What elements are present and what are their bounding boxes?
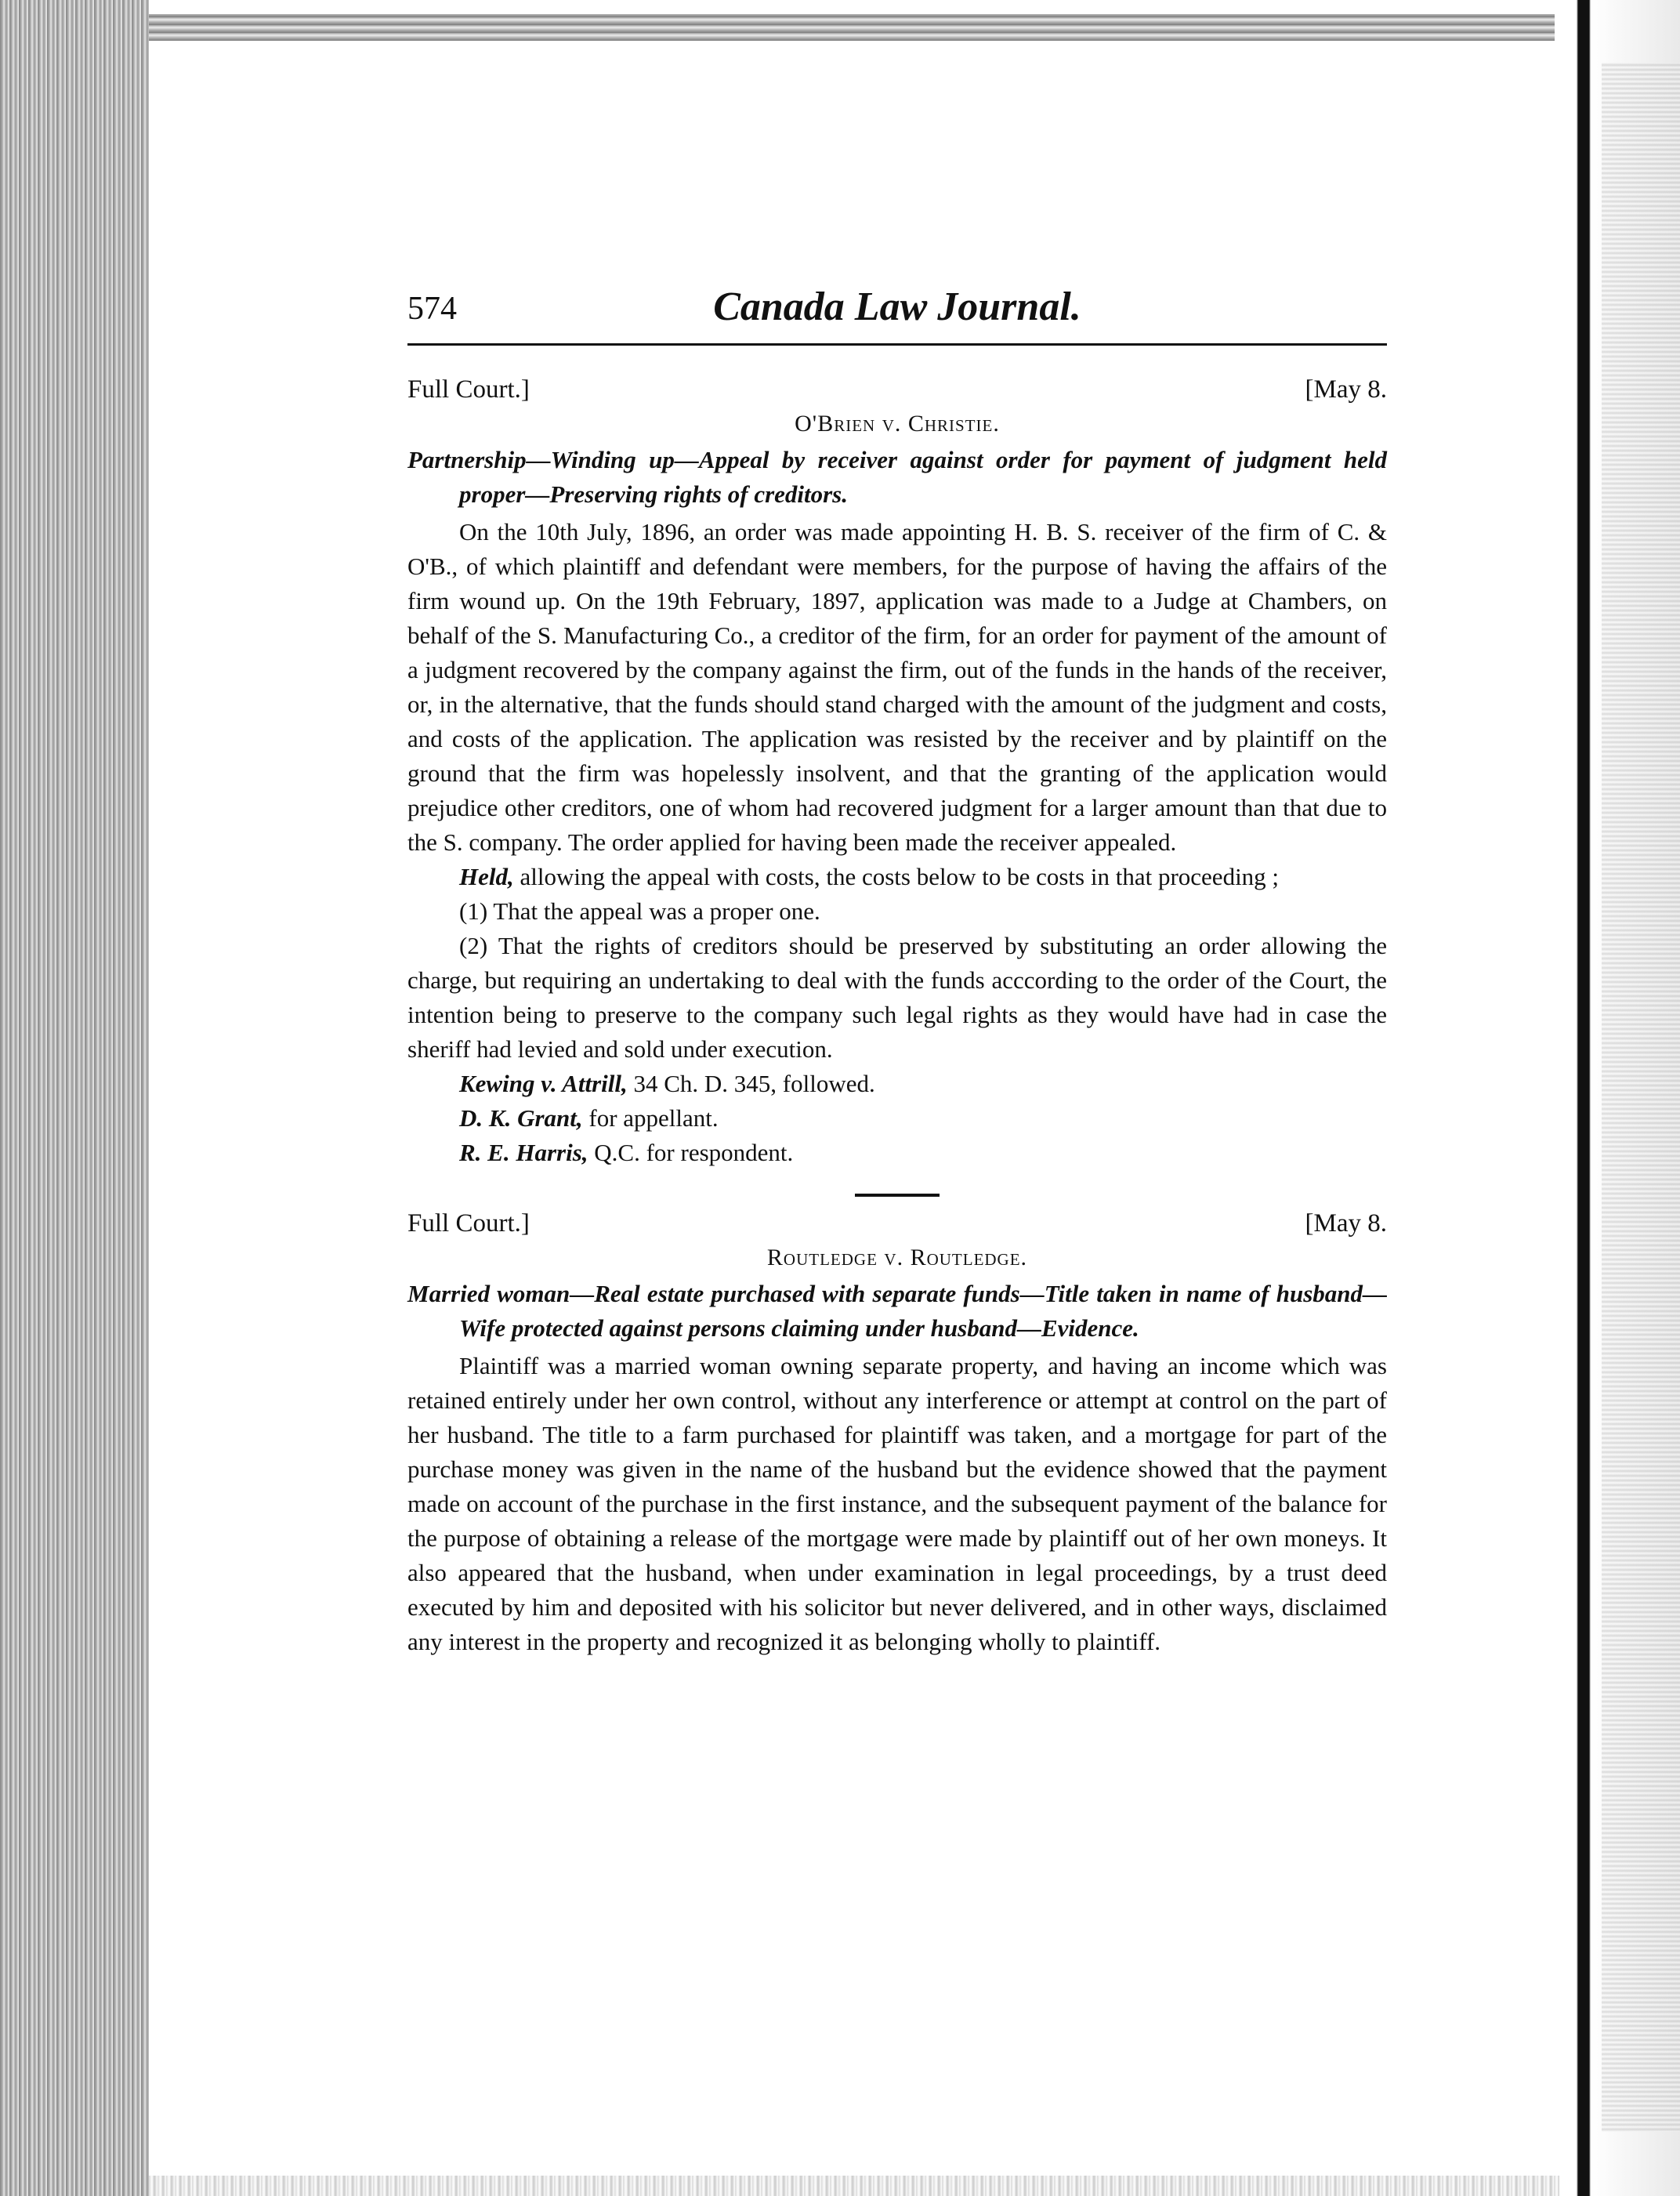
journal-title: Canada Law Journal. (713, 284, 1081, 329)
held-label: Held, (459, 863, 514, 890)
running-head (407, 284, 1387, 337)
case-facts: Plaintiff was a married woman owning separate property, and having an income which was retained entirely under her own control, without any interference or attempt at control on the part of her husband. The title to a farm purchased for plaintiff was taken, and a mortgage for part of the purchase money was given in the name of the husband but the evidence showed that the payment made on account of the purchase in the first instance, and the subsequent payment of the balance for the purpose of obtaining a release of the mortgage were made by plaintiff out of her own moneys. It also appeared that the husband, when under examination in legal proceedings, by a trust deed executed by him and deposited with his solicitor but never delivered, and in other ways, disclaimed any interest in the property and recognized it as belonging wholly to plaintiff. (407, 1352, 1387, 1655)
held-text: allowing the appeal with costs, the costs below to be costs in that proceeding ; (513, 863, 1280, 890)
holding-point-1: (1) That the appeal was a proper one. (459, 897, 820, 925)
case-facts: On the 10th July, 1896, an order was made appointing H. B. S. receiver of the firm of C. & O'B., of which plaintiff and defendant were members, for the purpose of having the affairs of the firm wound up. On the 19th February, 1897, application was made to a Judge at Chambers, on behalf of the S. Manufacturing Co., a creditor of the firm, for an order for payment of the amount of a judgment recovered by the company against the firm, out of the funds in the hands of the receiver, or, in the alternative, that the funds should stand charged with the amount of the judgment and costs, and costs of the application. The application was resisted by the receiver and by plaintiff on the ground that the firm was hopelessly insolvent, and that the granting of the application would prejudice other creditors, one of whom had recovered judgment for a larger amount than that due to the S. company. The order applied for having been made the receiver appealed. (407, 518, 1387, 856)
scan-edge-right-pages (1602, 63, 1680, 2132)
case-holding (407, 860, 1387, 894)
counsel-respondent (407, 1136, 1387, 1170)
case-obrien-v-christie (407, 372, 1387, 1170)
counsel-role: Q.C. for respondent. (588, 1139, 794, 1166)
counsel-name: D. K. Grant, (459, 1104, 583, 1132)
cited-case-reference: 34 Ch. D. 345, followed. (627, 1070, 875, 1097)
decision-date: [May 8. (1305, 1209, 1387, 1238)
header-rule (407, 343, 1387, 346)
court-line (407, 372, 1387, 407)
scan-edge-left (0, 0, 149, 2196)
case-separator-rule (855, 1194, 940, 1197)
page-number: 574 (407, 291, 457, 327)
case-routledge-v-routledge (407, 1206, 1387, 1659)
case-citation (407, 1067, 1387, 1101)
case-title: O'Brien v. Christie. (795, 411, 1000, 437)
counsel-name: R. E. Harris, (459, 1139, 588, 1166)
page-content (407, 284, 1387, 1659)
scan-edge-bottom (149, 2176, 1559, 2196)
court-name: Full Court.] (407, 375, 530, 404)
court-line (407, 1206, 1387, 1241)
cited-case: Kewing v. Attrill, (459, 1070, 628, 1097)
case-headnote: Married woman—Real estate purchased with separate funds—Title taken in name of husband—Wife protected against persons claiming under husband—Evidence. (407, 1280, 1387, 1342)
decision-date: [May 8. (1305, 375, 1387, 404)
counsel-appellant (407, 1101, 1387, 1136)
holding-point-2: (2) That the rights of creditors should be preserved by substituting an order allowing the charge, but requiring an undertaking to deal with the funds acccording to the order of the Court, the intention being to preserve to the company such legal rights as they would have had in case the sheriff had levied and sold under execution. (407, 932, 1387, 1063)
case-title: Routledge v. Routledge. (766, 1245, 1028, 1270)
scan-edge-top (149, 14, 1638, 41)
case-headnote: Partnership—Winding up—Appeal by receiver against order for payment of judgment held proper—Preserving rights of creditors. (407, 446, 1387, 508)
counsel-role: for appellant. (582, 1104, 719, 1132)
court-name: Full Court.] (407, 1209, 530, 1238)
